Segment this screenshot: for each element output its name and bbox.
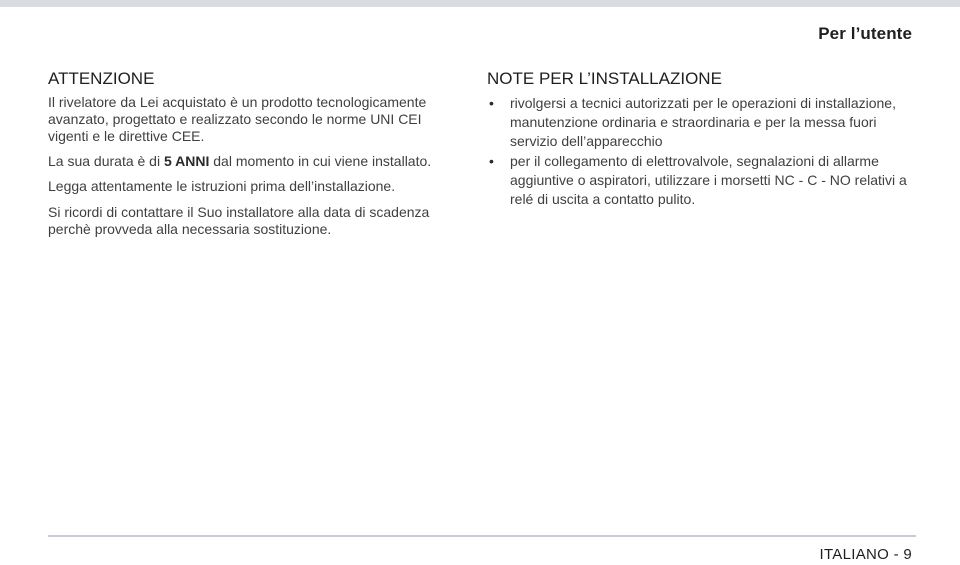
attenzione-paragraph-4: Si ricordi di contattare il Suo installatore alla data di scadenza perchè provveda alla necessaria sostituzione. — [48, 204, 430, 237]
attenzione-paragraph-3: Legga attentamente le istruzioni prima dell’installazione. — [48, 178, 396, 194]
duration-text-before: La sua durata è di — [48, 153, 164, 169]
list-item — [487, 94, 917, 151]
section-title: Per l’utente — [818, 24, 912, 43]
attenzione-paragraph-2 — [48, 153, 464, 170]
note-installazione-section — [487, 68, 917, 210]
top-strip — [0, 0, 960, 7]
duration-value: 5 ANNI — [163, 153, 210, 169]
list-item-text: rivolgersi a tecnici autorizzati per le operazioni di installazione, manutenzione ordinaria e straordinaria e per la messa fuori servizio dell’apparecchio — [510, 95, 896, 149]
footer-divider — [48, 535, 916, 537]
note-installazione-list — [487, 94, 917, 209]
list-item — [487, 152, 917, 209]
list-item-text: per il collegamento di elettrovalvole, segnalazioni di allarme aggiuntive o aspiratori, utilizzare i morsetti NC - C - NO relativi a relé di uscita a contatto pulito. — [510, 153, 907, 207]
bullet-icon: • — [489, 95, 494, 111]
page-number: ITALIANO - 9 — [819, 546, 912, 563]
attenzione-paragraph-1: Il rivelatore da Lei acquistato è un prodotto tecnologicamente avanzato, progettato e realizzato secondo le norme UNI CEI vigenti e le direttive CEE. — [48, 94, 427, 144]
attenzione-heading: ATTENZIONE — [48, 69, 155, 88]
note-installazione-heading: NOTE PER L’INSTALLAZIONE — [487, 69, 722, 88]
duration-text-after: dal momento in cui viene installato. — [209, 153, 432, 169]
attenzione-section — [48, 68, 464, 238]
bullet-icon: • — [489, 153, 494, 169]
